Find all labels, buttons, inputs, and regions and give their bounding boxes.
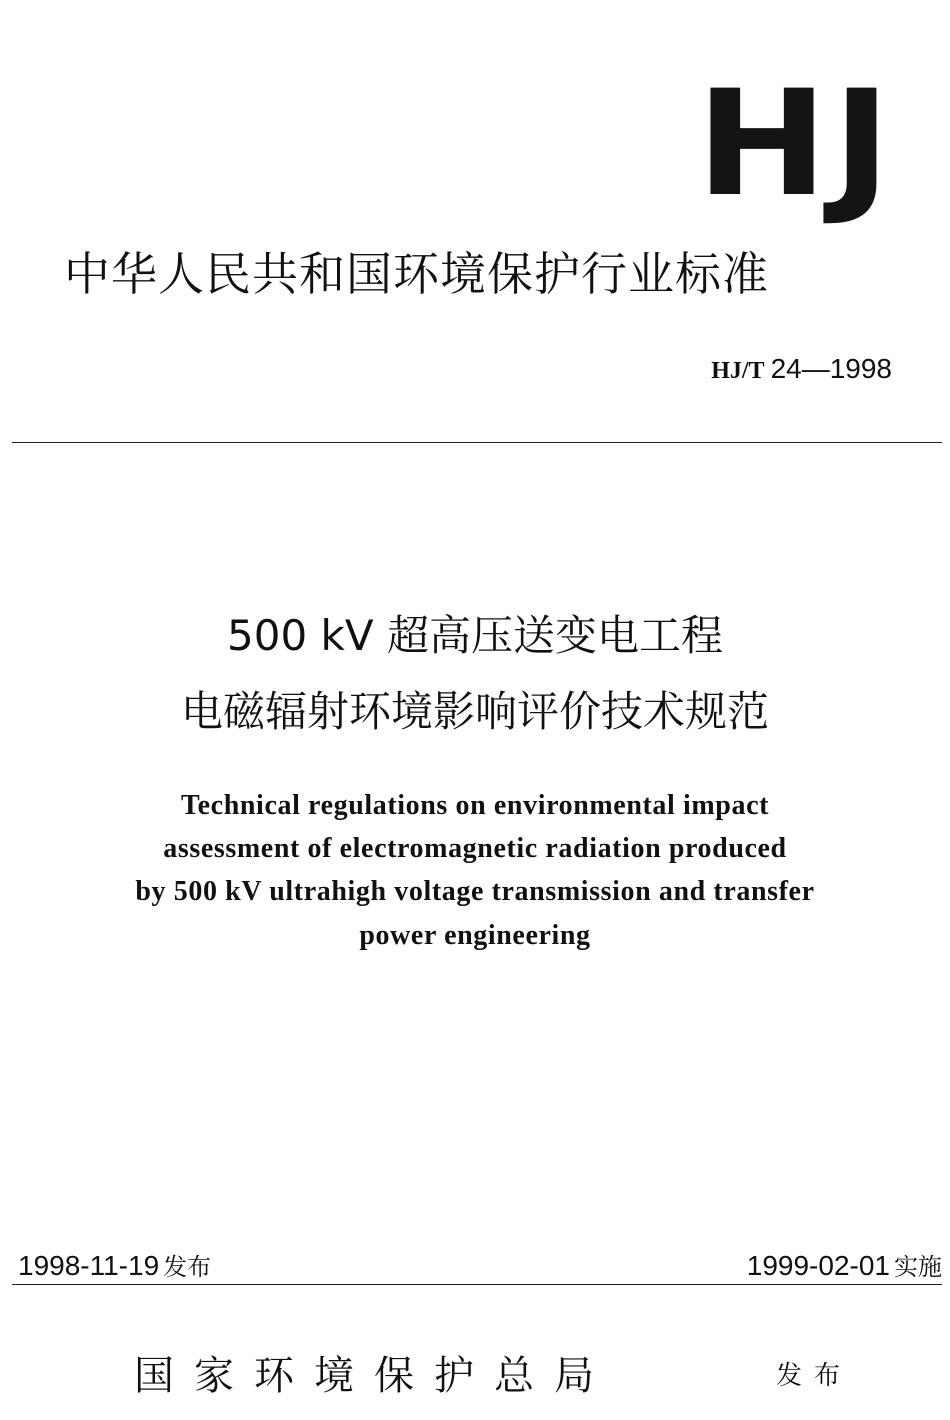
english-title-line-3: by 500 kV ultrahigh voltage transmission and transfer — [135, 876, 815, 907]
english-title-line-2: assessment of electromagnetic radiation produced — [163, 833, 787, 864]
standard-code: 24—1998 — [770, 353, 892, 384]
effective-label: 实施 — [894, 1253, 942, 1281]
standard-prefix: HJ/T — [711, 358, 765, 384]
issuer-action: 发布 — [776, 1361, 853, 1391]
issue-label: 发布 — [163, 1253, 212, 1281]
issue-date: 1998-11-19 — [18, 1250, 160, 1281]
chinese-title-line-1: 500 kV 超高压送变电工程 — [227, 611, 723, 660]
english-title-line-4: power engineering — [359, 920, 591, 951]
english-title-line-1: Technical regulations on environmental impact — [180, 790, 770, 821]
bottom-divider — [12, 1284, 942, 1285]
effective-date: 1999-02-01 — [746, 1250, 890, 1281]
effective-date-block — [747, 1248, 942, 1285]
standard-number — [711, 352, 892, 388]
issue-date-block — [18, 1248, 211, 1285]
org-title: 中华人民共和国环境保护行业标准 — [64, 247, 769, 301]
issuer-name: 国家环境保护总局 — [134, 1353, 614, 1399]
hj-logo: HJ — [696, 59, 896, 229]
top-divider — [12, 442, 942, 443]
chinese-title-line-2: 电磁辐射环境影响评价技术规范 — [180, 687, 769, 736]
